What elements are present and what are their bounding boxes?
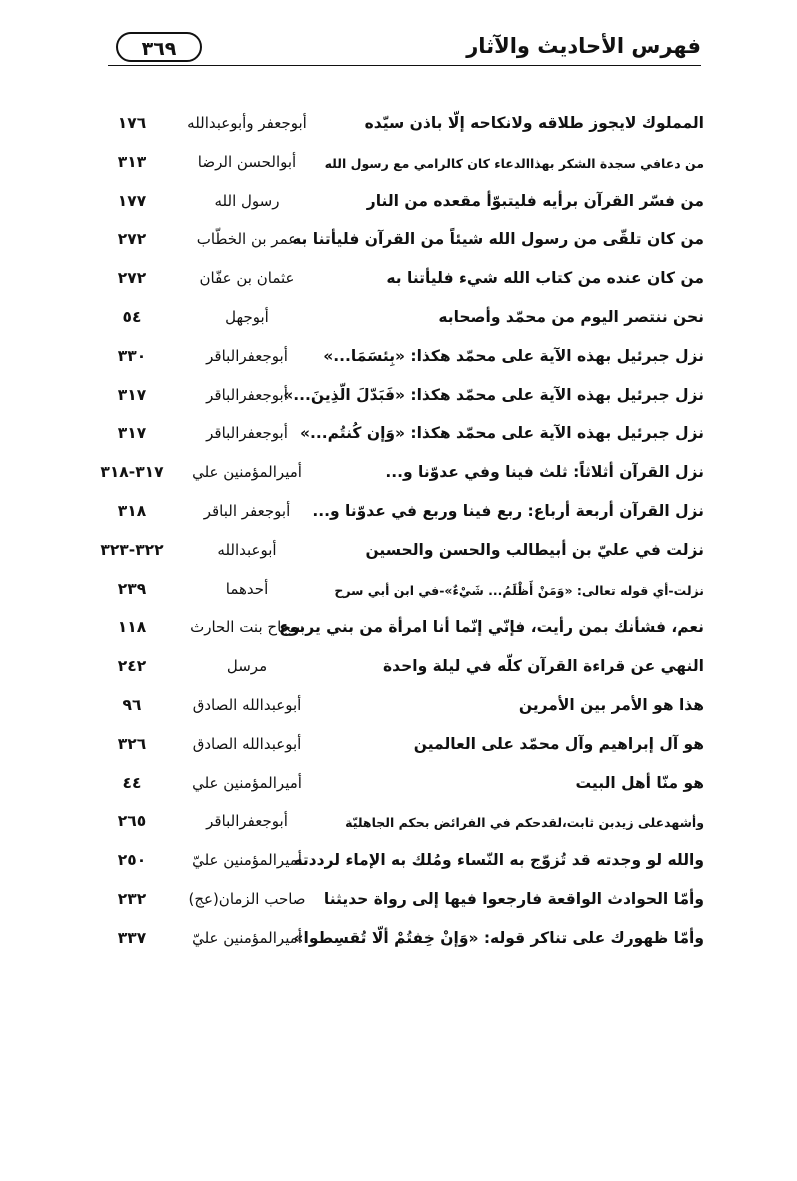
- index-entry: [96, 186, 704, 225]
- page-header: [108, 30, 701, 66]
- narrator-name: أميرالمؤمنين عليّ: [192, 851, 302, 870]
- hadith-text: هذا هو الأمر بين الأمرين: [518, 695, 704, 714]
- narrator-name: صاحب الزمان(عج): [188, 889, 306, 908]
- hadith-text: نحن ننتصر اليوم من محمّد وأصحابه: [438, 307, 704, 326]
- page-reference: ٥٤: [122, 307, 142, 326]
- narrator-name: أبوجعفرالباقر: [206, 424, 288, 443]
- narrator-name: أبوعبدالله: [217, 540, 277, 559]
- narrator-name: عثمان بن عفّان: [199, 269, 295, 288]
- index-entry: [96, 806, 704, 845]
- hadith-text: النهي عن قراءة القرآن كلّه في ليلة واحدة: [382, 657, 704, 676]
- narrator-name: أميرالمؤمنين علي: [192, 773, 302, 792]
- page-reference: ٣١٧: [117, 385, 147, 404]
- page-reference: ٤٤: [122, 773, 142, 792]
- hadith-text: والله لو وجدته قد تُزوّج به النّساء ومُلك به الإماء لرددته: [293, 851, 704, 870]
- page-reference: ٩٦: [122, 695, 142, 714]
- narrator-name: أميرالمؤمنين عليّ: [192, 928, 302, 947]
- page-reference: ٣١٨: [117, 501, 147, 520]
- hadith-text: نزلت في عليّ بن أبيطالب والحسن والحسين: [365, 540, 704, 559]
- index-entry: [96, 380, 704, 419]
- page-reference: ١٧٦: [117, 114, 147, 132]
- page-reference: ٣١٧: [117, 424, 147, 443]
- index-entry: [96, 884, 704, 923]
- page-reference: ٢٣٢: [117, 889, 147, 908]
- index-entry: [96, 418, 704, 457]
- hadith-text: من كان عنده من كتاب الله شيء فليأتنا به: [386, 269, 704, 288]
- narrator-name: أحدهما: [225, 579, 269, 598]
- index-entry: [96, 612, 704, 651]
- page-reference: ٢٧٢: [117, 230, 147, 249]
- hadith-text: نعم، فشأنك بمن رأيت، فإنّي إنّما أنا امرأة من بني يربوع: [279, 618, 704, 637]
- hadith-text: من كان تلقّى من رسول الله شيئاً من القرآن فليأتنا به: [292, 230, 704, 249]
- narrator-name: أبوجهل: [225, 307, 269, 326]
- hadith-text: وأمّا ظهورك على تناكر قوله: «وَإنْ خِفتُمْ ألّا تُقسِطوا»: [293, 928, 704, 947]
- narrator-name: أبوعبدالله الصادق: [192, 695, 302, 714]
- index-entry: [96, 923, 704, 962]
- hadith-text: وأشهدعلى زيدبن ثابت،لقدحكم في الفرائض بحكم الجاهليّة: [345, 815, 704, 831]
- index-entry: [96, 651, 704, 690]
- hadith-text: نزل جبرئيل بهذه الآية على محمّد هكذا: «فَبَدّلَ الّذِينَ...»: [283, 385, 704, 404]
- page-reference: ٣٣٠: [117, 346, 147, 365]
- hadith-text: هو آل إبراهيم وآل محمّد على العالمين: [413, 734, 704, 753]
- index-entry: [96, 302, 704, 341]
- index-entry: [96, 768, 704, 807]
- page-reference: ٢٧٢: [117, 269, 147, 288]
- narrator-name: مرسل: [226, 657, 268, 676]
- narrator-name: عمر بن الخطّاب: [196, 230, 298, 249]
- page-reference: ٣٢٢-٣٢٣: [100, 540, 164, 559]
- index-entry: [96, 224, 704, 263]
- index-entry: [96, 496, 704, 535]
- hadith-text: هو منّا أهل البيت: [575, 773, 704, 792]
- index-entry: [96, 147, 704, 186]
- hadith-text: من دعافي سجدة الشكر بهذاالدعاء كان كالرامي مع رسول الله: [324, 155, 704, 171]
- header-divider: [108, 65, 701, 66]
- narrator-name: رسول الله: [214, 191, 280, 210]
- index-entry: [96, 263, 704, 302]
- hadith-text: نزل القرآن أربعة أرباع: ربع فينا وربع في عدوّنا و...: [312, 501, 704, 520]
- index-entry: [96, 574, 704, 613]
- page-reference: ٢٦٥: [117, 812, 147, 831]
- hadith-index-list: [96, 108, 704, 962]
- index-entry: [96, 535, 704, 574]
- index-entry: [96, 690, 704, 729]
- page-reference: ٣٣٧: [117, 928, 147, 947]
- index-entry: [96, 729, 704, 768]
- narrator-name: أبوالحسن الرضا: [197, 152, 297, 171]
- page-reference: ١٧٧: [117, 191, 147, 210]
- page-reference: ٣٢٦: [117, 734, 147, 753]
- running-title: فهرس الأحاديث والآثار: [466, 34, 701, 58]
- index-entry: [96, 108, 704, 147]
- page-reference: ٢٣٩: [117, 579, 147, 598]
- hadith-text: نزل القرآن أثلاثاً: ثلث فينا وفي عدوّنا و...: [385, 463, 704, 482]
- narrator-name: أبوجعفر الباقر: [203, 501, 291, 520]
- page-number-badge: ٣٦٩: [116, 32, 202, 62]
- narrator-name: سجاح بنت الحارث: [190, 618, 304, 637]
- index-entry: [96, 457, 704, 496]
- hadith-text: المملوك لايجوز طلاقه ولانكاحه إلّا باذن سيّده: [364, 114, 704, 132]
- hadith-text: وأمّا الحوادث الواقعة فارجعوا فيها إلى رواة حديثنا: [323, 889, 704, 908]
- narrator-name: أبوجعفرالباقر: [206, 812, 288, 831]
- page-reference: ١١٨: [117, 618, 147, 637]
- page-reference: ٣١٧-٣١٨: [100, 463, 164, 482]
- hadith-text: نزلت-أي قوله تعالى: «وَمَنْ أَظْلَمُ... شَيْءٌ»-في ابن أبي سرح: [334, 582, 704, 598]
- narrator-name: أبوجعفر وأبوعبدالله: [187, 114, 307, 132]
- index-entry: [96, 341, 704, 380]
- page-reference: ٢٤٢: [117, 657, 147, 676]
- hadith-text: نزل جبرئيل بهذه الآية على محمّد هكذا: «وَإن كُنتُم...»: [299, 424, 704, 443]
- hadith-text: من فسّر القرآن برأيه فليتبوّأ مقعده من النار: [366, 191, 704, 210]
- page-reference: ٢٥٠: [117, 851, 147, 870]
- index-entry: [96, 845, 704, 884]
- page-reference: ٣١٣: [117, 152, 147, 171]
- narrator-name: أميرالمؤمنين علي: [192, 463, 302, 482]
- hadith-text: نزل جبرئيل بهذه الآية على محمّد هكذا: «بِئسَمَا...»: [323, 346, 704, 365]
- narrator-name: أبوجعفرالباقر: [206, 385, 288, 404]
- narrator-name: أبوجعفرالباقر: [206, 346, 288, 365]
- narrator-name: أبوعبدالله الصادق: [192, 734, 302, 753]
